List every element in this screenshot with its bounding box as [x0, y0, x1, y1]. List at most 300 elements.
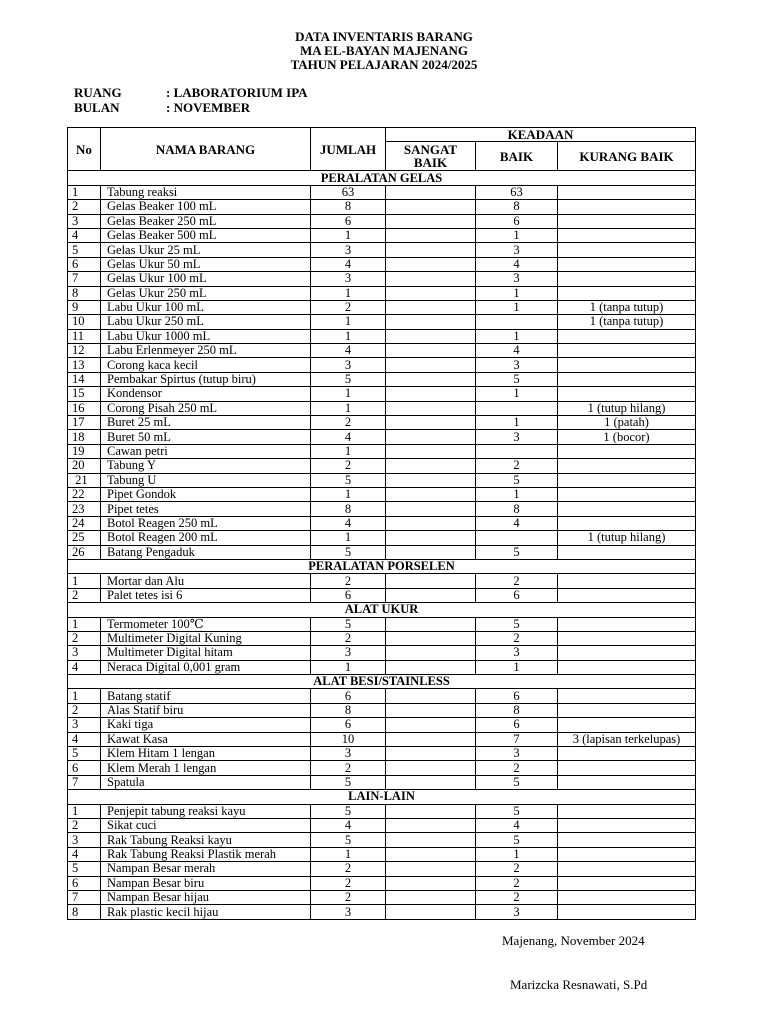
cell-kurang-baik: [558, 588, 696, 602]
cell-jumlah: 6: [311, 689, 386, 703]
table-row: [68, 804, 696, 818]
cell-jumlah: 1: [311, 401, 386, 415]
section-title: ALAT UKUR: [68, 603, 696, 617]
cell-nama-barang: Tabung reaksi: [101, 185, 311, 199]
cell-sangat-baik: [386, 430, 476, 444]
cell-sangat-baik: [386, 732, 476, 746]
cell-kurang-baik: [558, 703, 696, 717]
table-row: [68, 818, 696, 832]
table-row: [68, 444, 696, 458]
ruang-line: [74, 85, 308, 100]
table-row: [68, 200, 696, 214]
cell-sangat-baik: [386, 185, 476, 199]
cell-no: 3: [68, 646, 101, 660]
cell-kurang-baik: [558, 833, 696, 847]
cell-kurang-baik: [558, 847, 696, 861]
cell-nama-barang: Gelas Ukur 250 mL: [101, 286, 311, 300]
inventory-table: [67, 127, 696, 920]
table-row: [68, 487, 696, 501]
cell-sangat-baik: [386, 617, 476, 631]
cell-jumlah: 10: [311, 732, 386, 746]
table-row: [68, 228, 696, 242]
section-header-row: [68, 675, 696, 689]
cell-jumlah: 6: [311, 588, 386, 602]
cell-nama-barang: Nampan Besar hijau: [101, 890, 311, 904]
cell-kurang-baik: [558, 272, 696, 286]
cell-nama-barang: Gelas Ukur 25 mL: [101, 243, 311, 257]
cell-sangat-baik: [386, 516, 476, 530]
cell-no: 24: [68, 516, 101, 530]
cell-jumlah: 1: [311, 660, 386, 674]
cell-baik: 5: [476, 775, 558, 789]
bulan-label: BULAN: [74, 100, 120, 115]
table-row: [68, 718, 696, 732]
cell-no: 15: [68, 387, 101, 401]
cell-nama-barang: Kawat Kasa: [101, 732, 311, 746]
cell-kurang-baik: 1 (bocor): [558, 430, 696, 444]
column-header-jumlah: JUMLAH: [311, 128, 386, 171]
cell-sangat-baik: [386, 358, 476, 372]
cell-no: 26: [68, 545, 101, 559]
cell-baik: 3: [476, 243, 558, 257]
cell-kurang-baik: [558, 214, 696, 228]
cell-sangat-baik: [386, 804, 476, 818]
cell-jumlah: 2: [311, 416, 386, 430]
cell-jumlah: 5: [311, 804, 386, 818]
table-row: [68, 545, 696, 559]
cell-jumlah: 2: [311, 862, 386, 876]
cell-jumlah: 1: [311, 487, 386, 501]
cell-no: 5: [68, 243, 101, 257]
cell-jumlah: 2: [311, 761, 386, 775]
cell-nama-barang: Multimeter Digital Kuning: [101, 631, 311, 645]
cell-baik: 4: [476, 257, 558, 271]
cell-no: 7: [68, 272, 101, 286]
cell-kurang-baik: [558, 200, 696, 214]
cell-nama-barang: Pipet tetes: [101, 502, 311, 516]
cell-kurang-baik: [558, 502, 696, 516]
cell-baik: 3: [476, 747, 558, 761]
cell-baik: 6: [476, 689, 558, 703]
cell-baik: 2: [476, 761, 558, 775]
cell-no: 22: [68, 487, 101, 501]
cell-sangat-baik: [386, 847, 476, 861]
cell-sangat-baik: [386, 200, 476, 214]
cell-nama-barang: Nampan Besar biru: [101, 876, 311, 890]
table-row: [68, 862, 696, 876]
cell-no: 4: [68, 847, 101, 861]
cell-baik: [476, 531, 558, 545]
cell-kurang-baik: [558, 818, 696, 832]
cell-no: 1: [68, 185, 101, 199]
cell-nama-barang: Labu Ukur 100 mL: [101, 300, 311, 314]
cell-jumlah: 4: [311, 430, 386, 444]
table-row: [68, 761, 696, 775]
cell-baik: 1: [476, 660, 558, 674]
cell-no: 17: [68, 416, 101, 430]
cell-sangat-baik: [386, 588, 476, 602]
table-row: [68, 257, 696, 271]
cell-no: 3: [68, 833, 101, 847]
cell-nama-barang: Botol Reagen 250 mL: [101, 516, 311, 530]
cell-jumlah: 1: [311, 387, 386, 401]
cell-no: 6: [68, 257, 101, 271]
cell-sangat-baik: [386, 747, 476, 761]
cell-kurang-baik: 1 (patah): [558, 416, 696, 430]
cell-baik: 1: [476, 387, 558, 401]
cell-jumlah: 8: [311, 502, 386, 516]
cell-nama-barang: Cawan petri: [101, 444, 311, 458]
cell-no: 19: [68, 444, 101, 458]
cell-kurang-baik: [558, 905, 696, 919]
cell-jumlah: 1: [311, 228, 386, 242]
cell-jumlah: 1: [311, 444, 386, 458]
cell-kurang-baik: 1 (tutup hilang): [558, 531, 696, 545]
cell-baik: 2: [476, 862, 558, 876]
cell-no: 1: [68, 804, 101, 818]
cell-nama-barang: Pipet Gondok: [101, 487, 311, 501]
section-header-row: [68, 171, 696, 185]
cell-baik: 6: [476, 214, 558, 228]
cell-kurang-baik: [558, 689, 696, 703]
cell-sangat-baik: [386, 286, 476, 300]
cell-kurang-baik: [558, 775, 696, 789]
cell-baik: 3: [476, 905, 558, 919]
cell-jumlah: 5: [311, 617, 386, 631]
cell-sangat-baik: [386, 905, 476, 919]
cell-nama-barang: Batang statif: [101, 689, 311, 703]
cell-baik: 2: [476, 459, 558, 473]
table-row: [68, 416, 696, 430]
cell-kurang-baik: [558, 862, 696, 876]
cell-sangat-baik: [386, 487, 476, 501]
cell-nama-barang: Palet tetes isi 6: [101, 588, 311, 602]
cell-jumlah: 3: [311, 272, 386, 286]
cell-no: 7: [68, 890, 101, 904]
cell-kurang-baik: [558, 718, 696, 732]
cell-kurang-baik: [558, 358, 696, 372]
cell-nama-barang: Klem Hitam 1 lengan: [101, 747, 311, 761]
cell-sangat-baik: [386, 387, 476, 401]
cell-jumlah: 4: [311, 344, 386, 358]
cell-nama-barang: Rak Tabung Reaksi Plastik merah: [101, 847, 311, 861]
cell-kurang-baik: [558, 747, 696, 761]
cell-sangat-baik: [386, 631, 476, 645]
section-title: LAIN-LAIN: [68, 790, 696, 804]
cell-kurang-baik: [558, 646, 696, 660]
table-row: [68, 631, 696, 645]
cell-sangat-baik: [386, 876, 476, 890]
cell-jumlah: 2: [311, 459, 386, 473]
cell-kurang-baik: [558, 329, 696, 343]
table-row: [68, 732, 696, 746]
column-header-no: No: [68, 128, 101, 171]
column-header-baik: BAIK: [476, 142, 558, 171]
table-row: [68, 344, 696, 358]
cell-jumlah: 3: [311, 243, 386, 257]
table-row: [68, 372, 696, 386]
cell-sangat-baik: [386, 574, 476, 588]
cell-kurang-baik: [558, 890, 696, 904]
cell-kurang-baik: [558, 617, 696, 631]
cell-sangat-baik: [386, 660, 476, 674]
cell-jumlah: 4: [311, 818, 386, 832]
table-row: [68, 300, 696, 314]
cell-baik: 6: [476, 718, 558, 732]
table-row: [68, 185, 696, 199]
cell-kurang-baik: [558, 631, 696, 645]
cell-sangat-baik: [386, 818, 476, 832]
table-row: [68, 775, 696, 789]
cell-baik: 3: [476, 272, 558, 286]
cell-sangat-baik: [386, 689, 476, 703]
section-title: PERALATAN GELAS: [68, 171, 696, 185]
cell-baik: 5: [476, 473, 558, 487]
cell-sangat-baik: [386, 214, 476, 228]
cell-kurang-baik: [558, 487, 696, 501]
cell-jumlah: 1: [311, 847, 386, 861]
cell-jumlah: 3: [311, 747, 386, 761]
cell-baik: 4: [476, 516, 558, 530]
table-row: [68, 660, 696, 674]
cell-sangat-baik: [386, 272, 476, 286]
table-row: [68, 617, 696, 631]
cell-jumlah: 1: [311, 531, 386, 545]
cell-no: 1: [68, 689, 101, 703]
cell-sangat-baik: [386, 329, 476, 343]
bulan-line: [74, 100, 250, 115]
cell-jumlah: 2: [311, 574, 386, 588]
cell-kurang-baik: 1 (tutup hilang): [558, 401, 696, 415]
cell-sangat-baik: [386, 257, 476, 271]
cell-kurang-baik: [558, 257, 696, 271]
cell-no: 3: [68, 214, 101, 228]
cell-jumlah: 1: [311, 286, 386, 300]
cell-jumlah: 2: [311, 631, 386, 645]
cell-kurang-baik: [558, 761, 696, 775]
cell-jumlah: 63: [311, 185, 386, 199]
cell-sangat-baik: [386, 473, 476, 487]
cell-baik: 2: [476, 890, 558, 904]
document-title-line-3: TAHUN PELAJARAN 2024/2025: [290, 57, 478, 72]
cell-no: 5: [68, 862, 101, 876]
cell-sangat-baik: [386, 416, 476, 430]
cell-kurang-baik: [558, 660, 696, 674]
cell-baik: 4: [476, 344, 558, 358]
cell-kurang-baik: [558, 444, 696, 458]
cell-nama-barang: Corong kaca kecil: [101, 358, 311, 372]
cell-baik: 3: [476, 646, 558, 660]
cell-nama-barang: Tabung U: [101, 473, 311, 487]
cell-nama-barang: Tabung Y: [101, 459, 311, 473]
cell-kurang-baik: [558, 876, 696, 890]
place-date: Majenang, November 2024: [502, 933, 645, 948]
cell-no: 4: [68, 660, 101, 674]
cell-sangat-baik: [386, 833, 476, 847]
table-row: [68, 329, 696, 343]
cell-baik: 5: [476, 833, 558, 847]
cell-no: 2: [68, 703, 101, 717]
table-row: [68, 502, 696, 516]
cell-nama-barang: Buret 25 mL: [101, 416, 311, 430]
cell-sangat-baik: [386, 862, 476, 876]
cell-sangat-baik: [386, 502, 476, 516]
cell-no: 6: [68, 876, 101, 890]
cell-kurang-baik: [558, 574, 696, 588]
cell-baik: 1: [476, 847, 558, 861]
cell-baik: 8: [476, 703, 558, 717]
cell-baik: 5: [476, 804, 558, 818]
document-title-line-2: MA EL-BAYAN MAJENANG: [299, 43, 469, 58]
cell-baik: 1: [476, 487, 558, 501]
cell-baik: 1: [476, 286, 558, 300]
cell-nama-barang: Labu Ukur 250 mL: [101, 315, 311, 329]
cell-sangat-baik: [386, 243, 476, 257]
cell-nama-barang: Gelas Beaker 500 mL: [101, 228, 311, 242]
cell-kurang-baik: [558, 185, 696, 199]
bulan-value: : NOVEMBER: [166, 100, 251, 115]
cell-nama-barang: Labu Ukur 1000 mL: [101, 329, 311, 343]
table-row: [68, 272, 696, 286]
table-row: [68, 703, 696, 717]
cell-sangat-baik: [386, 315, 476, 329]
cell-no: 10: [68, 315, 101, 329]
table-row: [68, 473, 696, 487]
cell-baik: 63: [476, 185, 558, 199]
cell-baik: 2: [476, 876, 558, 890]
cell-no: 2: [68, 200, 101, 214]
cell-sangat-baik: [386, 646, 476, 660]
table-row: [68, 747, 696, 761]
cell-sangat-baik: [386, 401, 476, 415]
cell-no: 16: [68, 401, 101, 415]
cell-sangat-baik: [386, 444, 476, 458]
cell-nama-barang: Sikat cuci: [101, 818, 311, 832]
cell-no: 18: [68, 430, 101, 444]
cell-no: 23: [68, 502, 101, 516]
table-row: [68, 833, 696, 847]
inventory-table-body: [68, 171, 696, 919]
cell-sangat-baik: [386, 372, 476, 386]
cell-jumlah: 4: [311, 257, 386, 271]
cell-no: 2: [68, 588, 101, 602]
table-row: [68, 286, 696, 300]
cell-no: 8: [68, 905, 101, 919]
document-title-line-1: DATA INVENTARIS BARANG: [295, 29, 473, 44]
cell-baik: [476, 401, 558, 415]
cell-no: 8: [68, 286, 101, 300]
cell-no: 5: [68, 747, 101, 761]
table-row: [68, 516, 696, 530]
cell-jumlah: 3: [311, 646, 386, 660]
cell-no: 12: [68, 344, 101, 358]
cell-nama-barang: Botol Reagen 200 mL: [101, 531, 311, 545]
cell-no: 1: [68, 574, 101, 588]
section-header-row: [68, 790, 696, 804]
cell-no: 25: [68, 531, 101, 545]
table-row: [68, 646, 696, 660]
cell-sangat-baik: [386, 228, 476, 242]
table-row: [68, 890, 696, 904]
cell-baik: 6: [476, 588, 558, 602]
cell-sangat-baik: [386, 718, 476, 732]
cell-sangat-baik: [386, 344, 476, 358]
cell-baik: 2: [476, 631, 558, 645]
cell-nama-barang: Batang Pengaduk: [101, 545, 311, 559]
section-title: ALAT BESI/STAINLESS: [68, 675, 696, 689]
cell-no: 7: [68, 775, 101, 789]
table-row: [68, 847, 696, 861]
cell-jumlah: 5: [311, 372, 386, 386]
cell-sangat-baik: [386, 531, 476, 545]
cell-jumlah: 8: [311, 703, 386, 717]
cell-jumlah: 2: [311, 300, 386, 314]
cell-kurang-baik: [558, 228, 696, 242]
cell-nama-barang: Gelas Beaker 100 mL: [101, 200, 311, 214]
cell-kurang-baik: 1 (tanpa tutup): [558, 315, 696, 329]
table-row: [68, 574, 696, 588]
cell-nama-barang: Klem Merah 1 lengan: [101, 761, 311, 775]
cell-sangat-baik: [386, 761, 476, 775]
cell-baik: 3: [476, 430, 558, 444]
cell-no: 6: [68, 761, 101, 775]
cell-no: 11: [68, 329, 101, 343]
cell-jumlah: 3: [311, 905, 386, 919]
table-row: [68, 531, 696, 545]
cell-jumlah: 4: [311, 516, 386, 530]
cell-jumlah: 8: [311, 200, 386, 214]
section-title: PERALATAN PORSELEN: [68, 559, 696, 573]
cell-baik: 2: [476, 574, 558, 588]
cell-no: 4: [68, 732, 101, 746]
cell-baik: 7: [476, 732, 558, 746]
cell-sangat-baik: [386, 775, 476, 789]
table-row: [68, 588, 696, 602]
cell-no: 2: [68, 818, 101, 832]
cell-kurang-baik: [558, 344, 696, 358]
column-header-kurang-baik: KURANG BAIK: [558, 142, 696, 171]
cell-baik: 4: [476, 818, 558, 832]
cell-baik: 1: [476, 300, 558, 314]
cell-baik: 5: [476, 545, 558, 559]
cell-baik: 3: [476, 358, 558, 372]
table-row: [68, 459, 696, 473]
cell-nama-barang: Rak Tabung Reaksi kayu: [101, 833, 311, 847]
cell-nama-barang: Multimeter Digital hitam: [101, 646, 311, 660]
ruang-label: RUANG: [74, 85, 122, 100]
signatory-name: Marizcka Resnawati, S.Pd: [510, 977, 648, 992]
table-row: [68, 387, 696, 401]
cell-sangat-baik: [386, 545, 476, 559]
cell-nama-barang: Buret 50 mL: [101, 430, 311, 444]
cell-kurang-baik: 1 (tanpa tutup): [558, 300, 696, 314]
cell-baik: 1: [476, 416, 558, 430]
cell-sangat-baik: [386, 300, 476, 314]
table-row: [68, 430, 696, 444]
cell-sangat-baik: [386, 890, 476, 904]
cell-nama-barang: Termometer 100℃: [101, 617, 311, 631]
cell-jumlah: 3: [311, 358, 386, 372]
cell-nama-barang: Rak plastic kecil hijau: [101, 905, 311, 919]
cell-jumlah: 2: [311, 876, 386, 890]
cell-jumlah: 6: [311, 214, 386, 228]
cell-baik: 5: [476, 372, 558, 386]
ruang-value: : LABORATORIUM IPA: [166, 85, 308, 100]
cell-no: 4: [68, 228, 101, 242]
cell-baik: [476, 444, 558, 458]
cell-nama-barang: Spatula: [101, 775, 311, 789]
cell-baik: 1: [476, 329, 558, 343]
